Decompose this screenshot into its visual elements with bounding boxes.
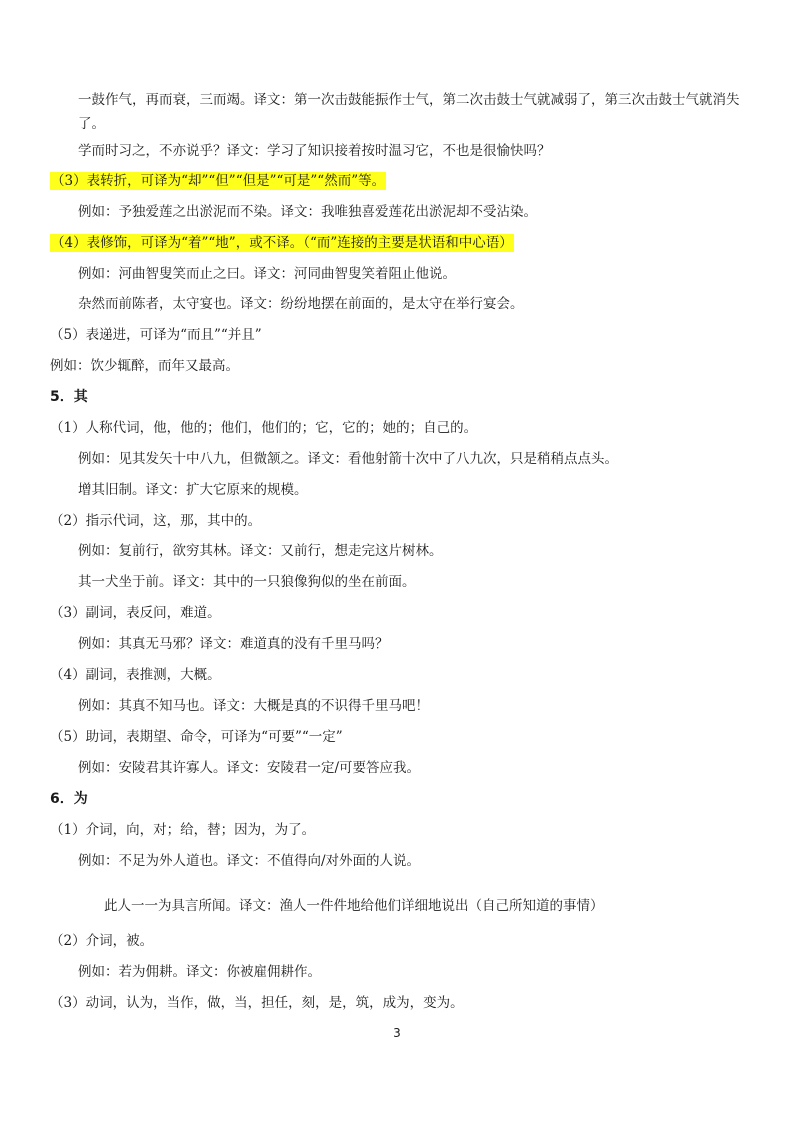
- example-line: [78, 201, 778, 223]
- example-line: [78, 263, 778, 285]
- text-line: 例如：见其发矢十中八九，但微颔之。译文：看他射箭十次中了八九次，只是稍稍点点头。: [78, 451, 618, 467]
- section-heading: [50, 788, 750, 810]
- text-line: （1）介词，向，对；给，替；因为，为了。: [50, 822, 316, 838]
- example-line: [78, 571, 778, 593]
- text-line: （1）人称代词，他，他的；他们，他们的；它，它的；她的；自己的。: [50, 420, 478, 436]
- paragraph: [78, 88, 750, 136]
- heading-text: 5．其: [50, 389, 88, 405]
- text-line: 例如：安陵君其许寡人。译文：安陵君一定/可要答应我。: [78, 760, 421, 776]
- text-line: （5）助词，表期望、命令，可译为“可要”“一定”: [50, 729, 343, 745]
- text-line: 增其旧制。译文：扩大它原来的规模。: [78, 482, 308, 498]
- text-line: 杂然而前陈者，太守宴也。译文：纷纷地摆在前面的，是太守在举行宴会。: [78, 296, 524, 312]
- rule-line: [50, 324, 750, 346]
- text-line: （3）动词，认为，当作，做，当，担任，刻，是，筑，成为，变为。: [50, 995, 464, 1011]
- rule-line: [50, 726, 750, 748]
- text-line: （5）表递进，可译为“而且”“并且”: [50, 327, 262, 343]
- rule-line: [50, 510, 750, 532]
- text-line: 例如：予独爱莲之出淤泥而不染。译文：我唯独喜爱莲花出淤泥却不受沾染。: [78, 204, 537, 220]
- text-line: 其一犬坐于前。译文：其中的一只狼像狗似的坐在前面。: [78, 574, 416, 590]
- highlighted-rule: [50, 232, 750, 254]
- highlighted-text: （4）表修饰，可译为“着”“地”，或不译。（“而”连接的主要是状语和中心语）: [51, 235, 513, 251]
- text-line: （2）介词，被。: [50, 933, 154, 949]
- example-line: [50, 355, 750, 377]
- text-line: 例如：复前行，欲穷其林。译文：又前行，想走完这片树林。: [78, 543, 443, 559]
- highlighted-rule: [50, 170, 750, 192]
- text-line: 例如：其真不知马也。译文：大概是真的不识得千里马吧！: [78, 698, 429, 714]
- example-line: [78, 757, 778, 779]
- example-line: [78, 479, 778, 501]
- page-number: 3: [393, 1026, 401, 1040]
- rule-line: [50, 930, 750, 952]
- text-line: 例如：不足为外人道也。译文：不值得向/对外面的人说。: [78, 853, 421, 869]
- text-line: 此人一一为具言所闻。译文：渔人一件件地给他们详细地说出（自己所知道的事情）: [104, 898, 604, 914]
- text-line: （4）副词，表推测，大概。: [50, 667, 221, 683]
- example-line: [78, 293, 778, 315]
- example-line: [78, 850, 778, 872]
- example-line: [78, 633, 778, 655]
- section-heading: [50, 386, 750, 408]
- text-line: 学而时习之，不亦说乎？译文：学习了知识接着按时温习它，不也是很愉快吗？: [78, 143, 551, 159]
- example-line: [78, 540, 778, 562]
- text-line: 例如：河曲智叟笑而止之曰。译文：河同曲智叟笑着阻止他说。: [78, 266, 456, 282]
- example-line: [78, 961, 778, 983]
- rule-line: [50, 602, 750, 624]
- example-line: [78, 448, 778, 470]
- text-line: （3）副词，表反问，难道。: [50, 605, 221, 621]
- example-line: [78, 695, 778, 717]
- rule-line: [50, 992, 750, 1014]
- highlighted-text: （3）表转折，可译为“却”“但”“但是”“可是”“然而”等。: [51, 173, 386, 189]
- text-line: 一鼓作气，再而衰，三而竭。译文：第一次击鼓能振作士气，第二次击鼓士气就减弱了，第三次击鼓士气就消失了。: [78, 92, 740, 132]
- rule-line: [50, 417, 750, 439]
- text-line: 例如：若为佣耕。译文：你被雇佣耕作。: [78, 964, 321, 980]
- heading-text: 6．为: [50, 791, 88, 807]
- text-line: （2）指示代词，这，那，其中的。: [50, 513, 262, 529]
- text-line: 例如：饮少辄醉，而年又最高。: [50, 358, 239, 374]
- paragraph: [78, 140, 778, 162]
- rule-line: [50, 664, 750, 686]
- rule-line: [50, 819, 750, 841]
- text-line: 例如：其真无马邪？译文：难道真的没有千里马吗？: [78, 636, 389, 652]
- example-line: [104, 895, 794, 917]
